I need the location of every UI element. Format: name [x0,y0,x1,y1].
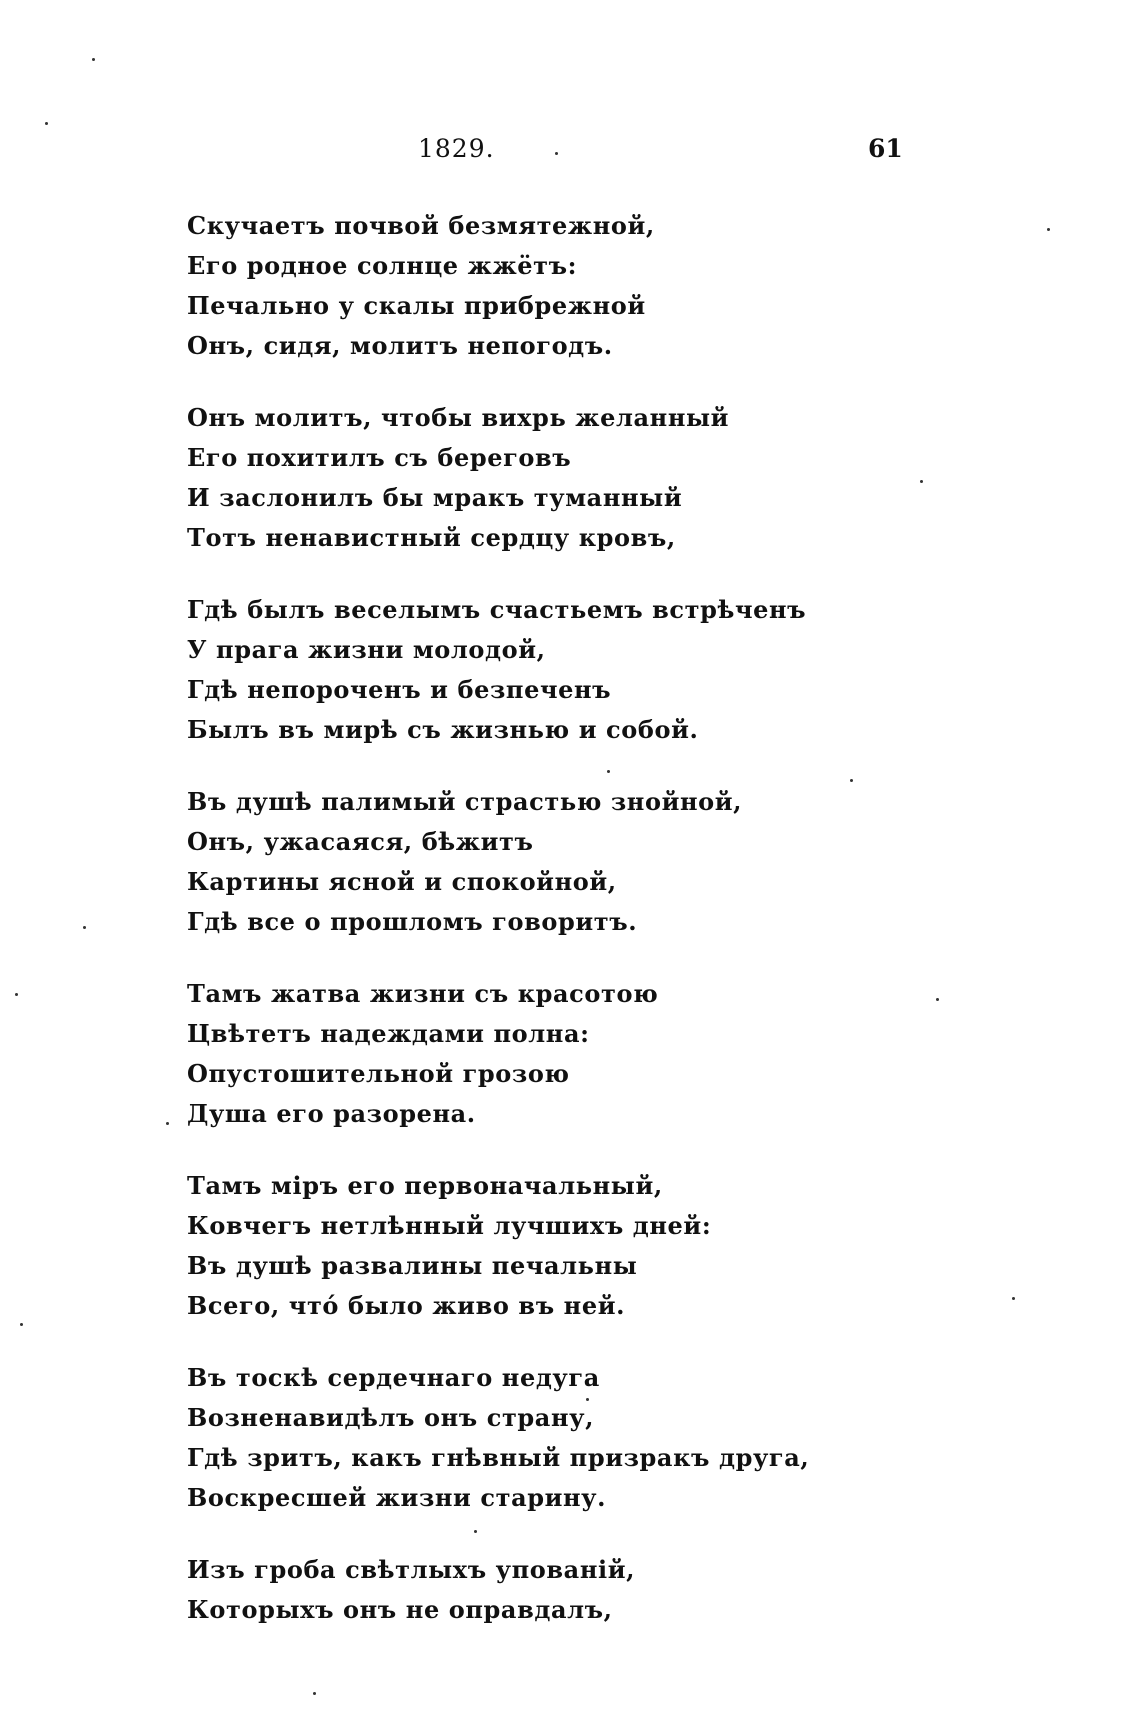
stanza-gap [187,1134,1087,1166]
stanza-1 [187,206,1087,366]
verse-line: Печально у скалы прибрежной [187,291,646,320]
scan-speck [1012,1297,1015,1300]
verse-line: Въ тоскѣ сердечнаго недуга [187,1363,600,1392]
verse-line: Онъ, ужасаяся, бѣжитъ [187,827,534,856]
scan-speck [474,1530,477,1533]
verse-line: Ковчегъ нетлѣнный лучшихъ дней: [187,1211,712,1240]
scan-speck [555,152,558,155]
verse-line: Которыхъ онъ не оправдалъ, [187,1595,613,1624]
verse-line: Возненавидѣлъ онъ страну, [187,1403,595,1432]
verse-line: Его похитилъ съ береговъ [187,443,572,472]
stanza-5 [187,974,1087,1134]
verse-line: Тотъ ненавистный сердцу кровъ, [187,523,676,552]
verse-line: Скучаетъ почвой безмятежной, [187,211,655,240]
stanza-8 [187,1550,1087,1630]
scan-speck [83,926,86,929]
verse-line: Гдѣ все о прошломъ говоритъ. [187,907,638,936]
scan-speck [20,1323,23,1326]
verse-line: Былъ въ мирѣ съ жизнью и собой. [187,715,699,744]
verse-line: Душа его разорена. [187,1099,476,1128]
verse-line: И заслонилъ бы мракъ туманный [187,483,683,512]
stanza-gap [187,942,1087,974]
verse-line: Тамъ міръ его первоначальный, [187,1171,663,1200]
scan-speck [586,1398,589,1401]
verse-line: Онъ молитъ, чтобы вихрь желанный [187,403,730,432]
verse-line: Онъ, сидя, молитъ непогодъ. [187,331,613,360]
scan-speck [1047,228,1050,231]
verse-line: У прага жизни молодой, [187,635,546,664]
stanza-gap [187,1326,1087,1358]
verse-line: Цвѣтетъ надеждами полна: [187,1019,590,1048]
stanza-4 [187,782,1087,942]
verse-line: Его родное солнце жжётъ: [187,251,578,280]
running-head [0,134,1140,174]
scan-speck [92,58,95,61]
stanza-gap [187,750,1087,782]
stanza-gap [187,1518,1087,1550]
stanza-gap [187,558,1087,590]
stanza-gap [187,366,1087,398]
verse-line: Изъ гроба свѣтлыхъ упованій, [187,1555,636,1584]
stanza-3 [187,590,1087,750]
verse-line: Въ душѣ развалины печальны [187,1251,638,1280]
scan-speck [166,1122,169,1125]
scan-speck [45,122,48,125]
verse-line: Картины ясной и спокойной, [187,867,617,896]
running-head-year: 1829. [418,134,495,163]
stanza-6 [187,1166,1087,1326]
scan-speck [15,993,18,996]
scan-speck [936,998,939,1001]
verse-line: Въ душѣ палимый страстью знойной, [187,787,743,816]
page-number: 61 [868,134,903,163]
scan-speck [850,779,853,782]
scan-speck [313,1692,316,1695]
stanza-7 [187,1358,1087,1518]
verse-line: Опустошительной грозою [187,1059,570,1088]
scan-speck [607,770,610,773]
verse-line: Гдѣ зритъ, какъ гнѣвный призракъ друга, [187,1443,810,1472]
verse-line: Гдѣ непороченъ и безпеченъ [187,675,612,704]
verse-line: Тамъ жатва жизни съ красотою [187,979,659,1008]
verse-line: Воскресшей жизни старину. [187,1483,607,1512]
poem-text [187,206,1087,1630]
stanza-2 [187,398,1087,558]
scan-speck [920,480,923,483]
verse-line: Всего, чтó было живо въ ней. [187,1291,626,1320]
verse-line: Гдѣ былъ веселымъ счастьемъ встрѣченъ [187,595,807,624]
